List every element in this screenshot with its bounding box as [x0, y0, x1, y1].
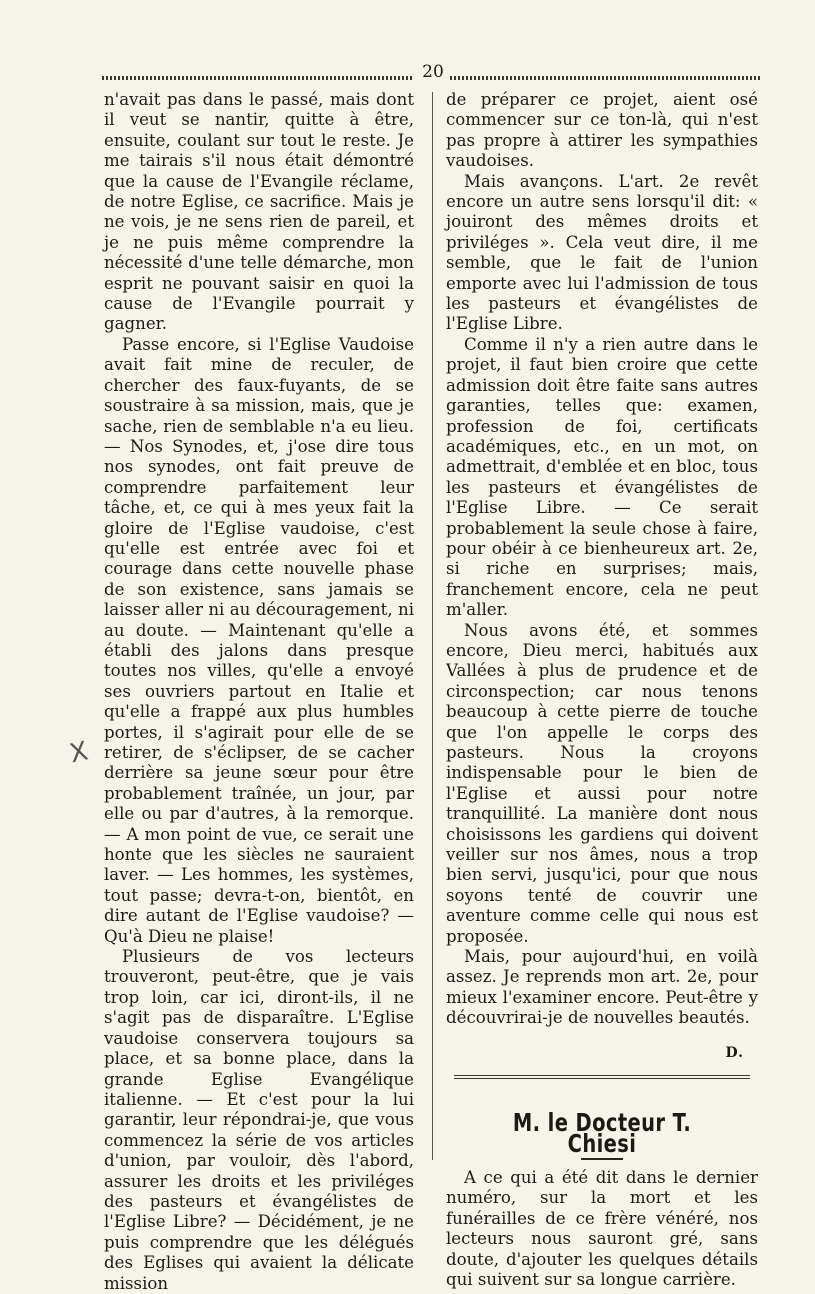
margin-annotation-mark: X: [67, 736, 91, 770]
right-paragraph-4: Nous avons été, et sommes encore, Dieu merci, habitués aux Vallées à plus de prudence et de circonspection; car nous tenons beaucoup à cette pierre de touche que l'on appelle le corps des pasteurs. Nous la croyons indispensable pour le bien de l'Eglise et aussi pour notre tranquillité. La manière dont nous choisissons les gardiens qui doivent veiller sur nos âmes, nous a trop bien servi, jusqu'ici, pour que nous soyons tenté de couvrir une aventure comme celle qui nous est proposée.: [446, 620, 758, 946]
header-wave-left: [102, 76, 414, 80]
right-paragraph-3: Comme il n'y a rien autre dans le projet, il faut bien croire que cette admission doit être faite sans autres garanties, telles que: examen, profession de foi, certificats académiques, etc., en un mot, on admettrait, d'emblée et en bloc, tous les pasteurs et évangélistes de l'Eglise Libre. — Ce serait probablement la seule chose à faire, pour obéir à ce bienheureux art. 2e, si riche en surprises; mais, franchement encore, cela ne peut m'aller.: [446, 334, 758, 620]
heading-dash: [581, 1158, 623, 1160]
right-paragraph-2: Mais avançons. L'art. 2e revêt encore un autre sens lorsqu'il dit: « jouiront des mêmes droits et priviléges ». Cela veut dire, il me semble, que le fait de l'union emporte avec lui l'admission de tous les pasteurs et évangélistes de l'Eglise Libre.: [446, 171, 758, 334]
right-paragraph-5: Mais, pour aujourd'hui, en voilà assez. Je reprends mon art. 2e, pour mieux l'examiner encore. Peut-être y découvrirai-je de nouvelles beautés.: [446, 947, 758, 1028]
header-wave-right: [450, 76, 762, 80]
left-paragraph-2: Passe encore, si l'Eglise Vaudoise avait fait mine de reculer, de chercher des faux-fuyants, de se soustraire à sa mission, mais, que je sache, rien de semblable n'a eu lieu. — Nos Synodes, et, j'ose dire tous nos synodes, ont fait preuve de comprendre parfaitement leur tâche, et, ce qui à mes yeux fait la gloire de l'Eglise vaudoise, c'est qu'elle est entrée avec foi et courage dans cette nouvelle phase de son existence, sans jamais se laisser aller ni au découragement, ni au doute. — Maintenant qu'elle a établi des jalons dans presque toutes nos villes, qu'elle a envoyé ses ouvriers partout en Italie et qu'elle a frappé aux plus humbles portes, il s'agirait pour elle de se retirer, de s'éclipser, de se cacher derrière sa jeune sœur pour être probablement traînée, un jour, par elle ou par d'autres, à la remorque. — A mon point de vue, ce serait une honte que les siècles ne sauraient laver. — Les hommes, les systèmes, tout passe; devra-t-on, bientôt, en dire autant de l'Eglise vaudoise? — Qu'à Dieu ne plaise!: [104, 334, 414, 946]
left-column: [104, 90, 414, 1294]
left-paragraph-3: Plusieurs de vos lecteurs trouveront, peut-être, que je vais trop loin, car ici, diront-ils, il ne s'agit pas de disparaître. L'Eglise vaudoise conservera toujours sa place, et sa bonne place, dans la grande Eglise Evangélique italienne. — Et c'est pour la lui garantir, leur répondrai-je, que vous commencez la série de vos articles d'union, par vouloir, dès l'abord, assurer les droits et les priviléges des pasteurs et évangélistes de l'Eglise Libre? — Décidément, je ne puis comprendre que les délégués des Eglises qui avaient la délicate mission: [104, 947, 414, 1293]
section-heading: M. le Docteur T. Chiesi: [512, 1108, 692, 1158]
right-paragraph-1: de préparer ce projet, aient osé commencer sur ce ton-là, qui n'est pas propre à attirer les sympathies vaudoises.: [446, 90, 758, 171]
page-number: 20: [422, 62, 444, 82]
column-divider: [432, 92, 433, 1160]
section-paragraph-1: A ce qui a été dit dans le dernier numéro, sur la mort et les funérailles de ce frère vénéré, nos lecteurs nous sauront gré, sans doute, d'ajouter les quelques détails qui suivent sur sa longue carrière.: [446, 1167, 758, 1289]
article-signature: D.: [725, 1044, 744, 1061]
section-separator: [454, 1075, 750, 1079]
section-body: [446, 1168, 758, 1290]
right-column: [446, 90, 758, 1290]
left-paragraph-1: n'avait pas dans le passé, mais dont il veut se nantir, quitte à être, ensuite, coulant sur tout le reste. Je me tairais s'il nous était démontré que la cause de l'Evangile réclame, de notre Eglise, ce sacrifice. Mais je ne vois, je ne sens rien de pareil, et je ne puis même comprendre la nécessité d'une telle démarche, mon esprit ne pouvant saisir en quoi la cause de l'Evangile pourrait y gagner.: [104, 90, 414, 334]
